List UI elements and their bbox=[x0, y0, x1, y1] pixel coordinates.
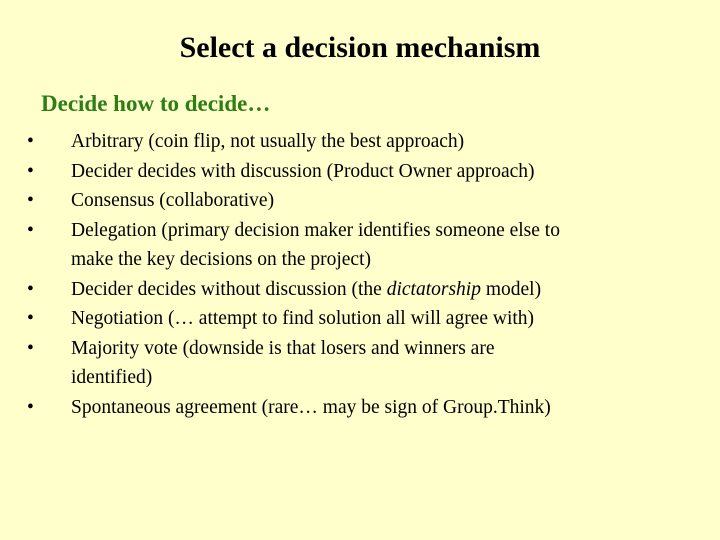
bullet-item-decider-with-discussion bbox=[27, 157, 707, 187]
bullet-text-line-2: identified) bbox=[71, 367, 153, 388]
bullet-text: Negotiation (… attempt to find solution all will agree with) bbox=[71, 308, 535, 329]
bullet-item-delegation bbox=[27, 216, 707, 275]
bullet-text-post: model) bbox=[480, 278, 542, 300]
bullet-text: Decider decides with discussion (Product Owner approach) bbox=[71, 160, 535, 182]
bullet-item-consensus bbox=[27, 186, 707, 216]
bullet-item-arbitrary bbox=[27, 127, 707, 157]
bullet-item-majority-vote bbox=[27, 334, 707, 393]
bullet-item-decider-without-discussion bbox=[27, 275, 707, 305]
bullet-icon: • bbox=[27, 337, 34, 359]
bullet-icon: • bbox=[27, 190, 34, 211]
bullet-text-line-1: Delegation (primary decision maker identifies someone else to bbox=[71, 219, 560, 241]
bullet-list bbox=[27, 127, 707, 422]
bullet-text-emphasis: dictatorship bbox=[386, 278, 481, 300]
bullet-text: Consensus (collaborative) bbox=[71, 190, 275, 211]
bullet-icon: • bbox=[27, 131, 34, 152]
bullet-text: Arbitrary (coin flip, not usually the best approach) bbox=[71, 131, 465, 152]
bullet-text-pre: Decider decides without discussion (the bbox=[71, 278, 387, 300]
bullet-text-line-2: make the key decisions on the project) bbox=[71, 249, 371, 270]
bullet-icon: • bbox=[27, 160, 34, 182]
bullet-icon: • bbox=[27, 308, 34, 329]
slide-subtitle: Decide how to decide… bbox=[41, 91, 271, 116]
bullet-item-spontaneous-agreement bbox=[27, 393, 707, 423]
bullet-icon: • bbox=[27, 396, 34, 418]
bullet-icon: • bbox=[27, 219, 34, 241]
bullet-icon: • bbox=[27, 278, 34, 300]
bullet-text: Spontaneous agreement (rare… may be sign of Group.Think) bbox=[71, 396, 551, 418]
bullet-item-negotiation bbox=[27, 304, 707, 334]
bullet-text-line-1: Majority vote (downside is that losers and winners are bbox=[71, 337, 495, 359]
slide-title: Select a decision mechanism bbox=[179, 31, 541, 64]
